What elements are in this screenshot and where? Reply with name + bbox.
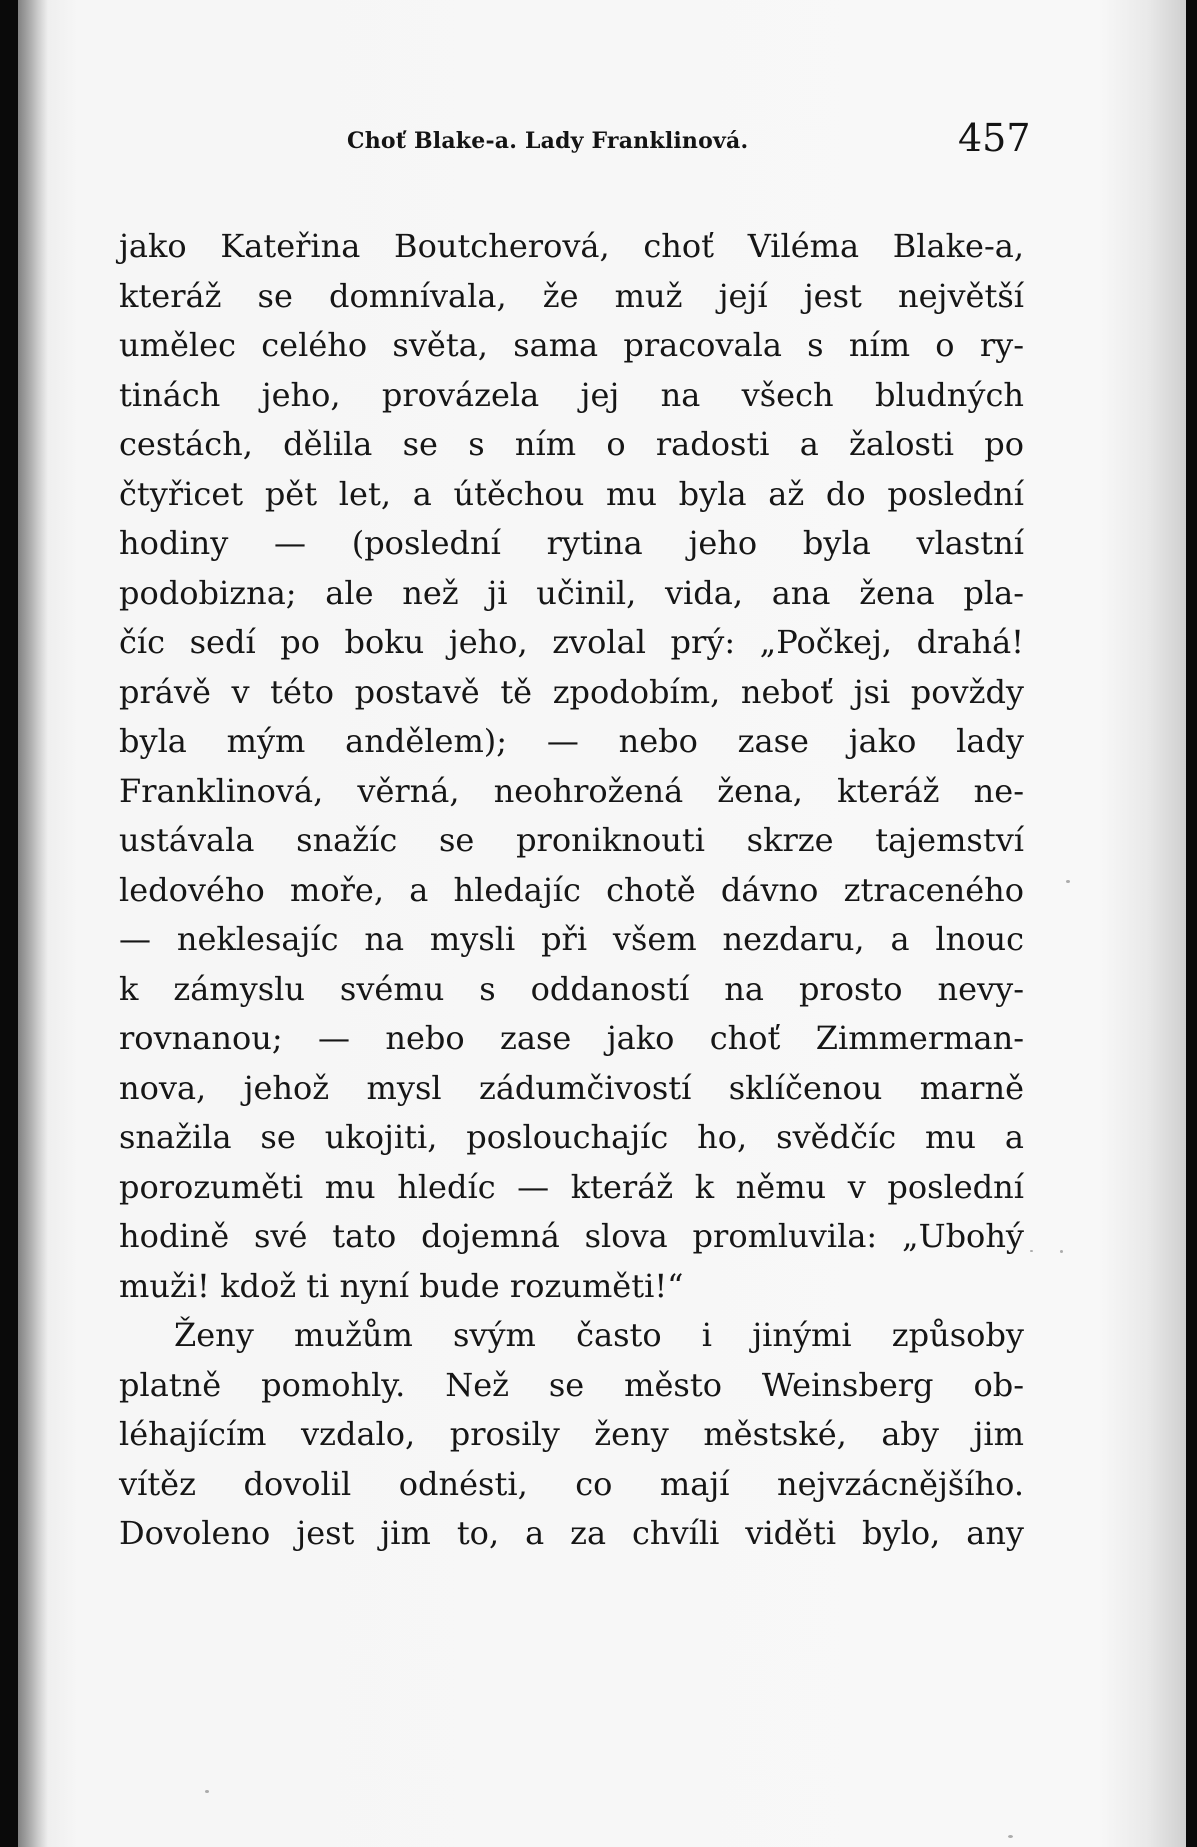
text-line: číc sedí po boku jeho, zvolal prý: „Počkej, drahá!: [119, 623, 1024, 661]
paragraph-end-line: muži! kdož ti nyní bude rozuměti!“: [119, 1266, 684, 1305]
text-line: tinách jeho, provázela jej na všech bludných: [119, 375, 1024, 414]
text-line: platně pomohly. Než se město Weinsberg ob-: [119, 1365, 1024, 1404]
page-number: 457: [958, 116, 1031, 160]
text-line: léhajícím vzdalo, prosily ženy městské, aby jim: [119, 1415, 1024, 1453]
text-line: podobizna; ale než ji učinil, vida, ana žena pla-: [119, 573, 1024, 612]
running-head: Choť Blake-a. Lady Franklinová.: [347, 128, 749, 154]
text-line: porozuměti mu hledíc — kteráž k němu v poslední: [119, 1167, 1024, 1206]
page-header: [0, 116, 1197, 166]
text-line: hodiny — (poslední rytina jeho byla vlastní: [119, 524, 1024, 562]
text-line: byla mým andělem); — nebo zase jako lady: [119, 722, 1024, 760]
text-line: čtyřicet pět let, a útěchou mu byla až do poslední: [119, 474, 1024, 513]
text-line: umělec celého světa, sama pracovala s ním o ry-: [119, 326, 1024, 364]
text-line: — neklesajíc na mysli při všem nezdaru, a lnouc: [119, 920, 1024, 958]
print-speck: [1060, 1250, 1063, 1253]
page-edge-shadow: [18, 0, 48, 1847]
text-line: hodině své tato dojemná slova promluvila: „Ubohý: [119, 1217, 1024, 1255]
text-line: ustávala snažíc se proniknouti skrze tajemství: [119, 821, 1024, 859]
print-speck: [1008, 1835, 1013, 1838]
text-line: Dovoleno jest jim to, a za chvíli viděti bylo, any: [119, 1514, 1024, 1552]
text-line: vítěz dovolil odnésti, co mají nejvzácnějšího.: [119, 1464, 1024, 1503]
print-speck: [1030, 1250, 1033, 1252]
text-line: k zámyslu svému s oddaností na prosto nevy-: [119, 969, 1024, 1008]
print-speck: [205, 1790, 209, 1793]
text-line: cestách, dělila se s ním o radosti a žalosti po: [119, 425, 1024, 463]
body-text: [119, 222, 1024, 1559]
print-speck: [1066, 880, 1070, 883]
text-line: snažila se ukojiti, poslouchajíc ho, svědčíc mu a: [119, 1118, 1024, 1156]
text-line: jako Kateřina Boutcherová, choť Viléma Blake-a,: [119, 227, 1024, 265]
text-line: nova, jehož mysl zádumčivostí sklíčenou marně: [119, 1068, 1024, 1107]
text-line: rovnanou; — nebo zase jako choť Zimmerman-: [119, 1019, 1024, 1057]
paragraph-start-line: Ženy mužům svým často i jinými způsoby: [174, 1316, 1024, 1354]
text-line: právě v této postavě tě zpodobím, neboť jsi povždy: [119, 672, 1024, 711]
text-line: ledového moře, a hledajíc chotě dávno ztraceného: [119, 870, 1024, 909]
text-line: Franklinová, věrná, neohrožená žena, kteráž ne-: [119, 771, 1024, 810]
text-line: kteráž se domnívala, že muž její jest největší: [119, 276, 1024, 315]
